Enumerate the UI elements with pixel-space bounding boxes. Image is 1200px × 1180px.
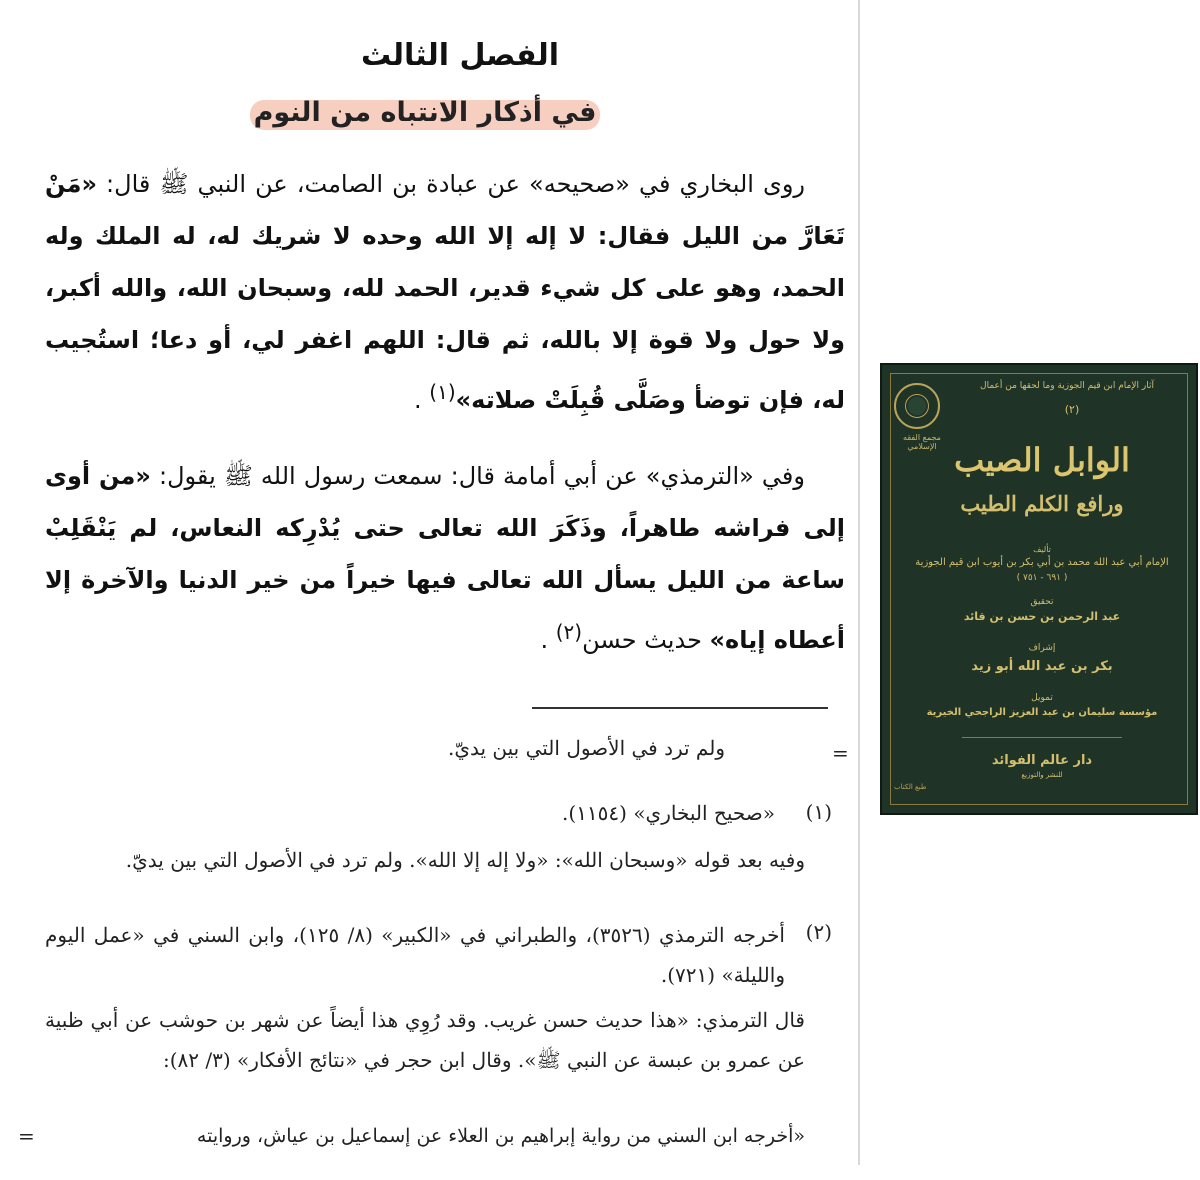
paragraph-bukhari — [45, 158, 845, 426]
paragraph-tirmidhi — [45, 450, 845, 666]
emblem-inner-ring — [905, 394, 929, 418]
paragraph-2-intro: وفي «الترمذي» عن أبي أمامة قال: سمعت رسول الله ﷺ يقول: — [150, 462, 805, 490]
chapter-title: الفصل الثالث — [360, 38, 559, 73]
cover-volume-number: (٢) — [1064, 403, 1080, 416]
cover-series: آثار الإمام ابن قيم الجوزية وما لحقها من أعمال — [980, 381, 1154, 391]
cover-emblem-caption: مجمع الفقه الإسلامي — [903, 433, 941, 451]
cover-funding: مؤسسة سليمان بن عبد العزيز الراجحي الخيرية — [926, 707, 1158, 718]
publisher-emblem-icon — [894, 383, 940, 429]
chapter-subtitle — [250, 94, 600, 132]
paragraph-2-end: . — [540, 626, 556, 654]
cover-publisher: دار عالم الفوائد — [991, 753, 1093, 768]
paragraph-1-intro: روى البخاري في «صحيحه» عن عبادة بن الصامت، عن النبي ﷺ قال: — [96, 170, 805, 198]
footnote-1-source: «صحيح البخاري» (١١٥٤). — [562, 801, 775, 825]
footnote-separator — [532, 707, 828, 709]
continuation-mark-end: = — [18, 1124, 35, 1148]
page-edge — [858, 0, 860, 1165]
continuation-mark: = — [832, 741, 849, 765]
cover-title: الوابل الصيب — [954, 441, 1130, 479]
cover-verifier-label: تحقيق — [1030, 597, 1054, 607]
footnote-ref-1[interactable]: (١) — [429, 380, 456, 404]
footnote-ref-2[interactable]: (٢) — [555, 620, 583, 644]
paragraph-1-end: . — [414, 386, 430, 414]
cover-dates: ( ٦٩١ - ٧٥١ ) — [1016, 573, 1068, 583]
subtitle-text: في أذكار الانتباه من النوم — [253, 97, 597, 128]
cover-edition: طبع الكتاب — [894, 783, 927, 791]
cover-verifier: عبد الرحمن بن حسن بن قائد — [963, 610, 1121, 623]
footnote-2-note: قال الترمذي: «هذا حديث حسن غريب. وقد رُوِي هذا أيضاً عن شهر بن حوشب عن أبي ظبية عن عمرو بن عبسة عن النبي ﷺ». وقال ابن حجر في «نتائج الأفكار» (٣/ ٨٢): — [45, 1008, 805, 1072]
footnote-2-source: أخرجه الترمذي (٣٥٢٦)، والطبراني في «الكبير» (٨/ ١٢٥)، وابن السني في «عمل اليوم والليلة» (٧٢١). — [45, 923, 785, 987]
paragraph-2-quote: «من أوى إلى فراشه طاهراً، وذَكَرَ الله تعالى حتى يُدْرِكه النعاس، لم يَنْقَلِبْ ساعة من الليل يسأل الله تعالى فيها خيراً من خير الدنيا والآخرة إلا أعطاه إياه» — [45, 462, 845, 654]
cover-subtitle: ورافع الكلم الطيب — [960, 491, 1124, 516]
footnote-2-quote: «أخرجه ابن السني من رواية إبراهيم بن العلاء عن إسماعيل بن عياش، وروايته — [196, 1125, 805, 1147]
cover-funding-label: تمويل — [1031, 693, 1053, 703]
footnote-continuation: ولم ترد في الأصول التي بين يديّ. — [447, 736, 725, 760]
cover-publisher-sub: للنشر والتوزيع — [1021, 771, 1063, 779]
cover-supervisor-label: إشراف — [1028, 643, 1056, 653]
footnote-2-number: (٢) — [805, 920, 832, 944]
cover-author: الإمام أبي عبد الله محمد بن أبي بكر بن أيوب ابن قيم الجوزية — [915, 557, 1169, 568]
paragraph-2-tail: حديث حسن — [582, 626, 710, 654]
cover-supervisor: بكر بن عبد الله أبو زيد — [971, 659, 1113, 674]
cover-author-label: تأليف — [1033, 545, 1051, 554]
paragraph-1-quote: «مَنْ تَعَارَّ من الليل فقال: لا إله إلا الله وحده لا شريك له، له الملك وله الحمد، وهو على كل شيء قدير، الحمد لله، وسبحان الله، والله أكبر، ولا حول ولا قوة إلا بالله، ثم قال: اللهم اغفر لي، أو دعا؛ استُجيب له، فإن توضأ وصَلَّى قُبِلَتْ صلاته» — [45, 170, 845, 414]
footnote-1-number: (١) — [805, 800, 832, 824]
cover-divider — [962, 737, 1122, 738]
footnote-1-note: وفيه بعد قوله «وسبحان الله»: «ولا إله إلا الله». ولم ترد في الأصول التي بين يديّ. — [125, 848, 805, 872]
book-cover-image — [880, 363, 1198, 815]
